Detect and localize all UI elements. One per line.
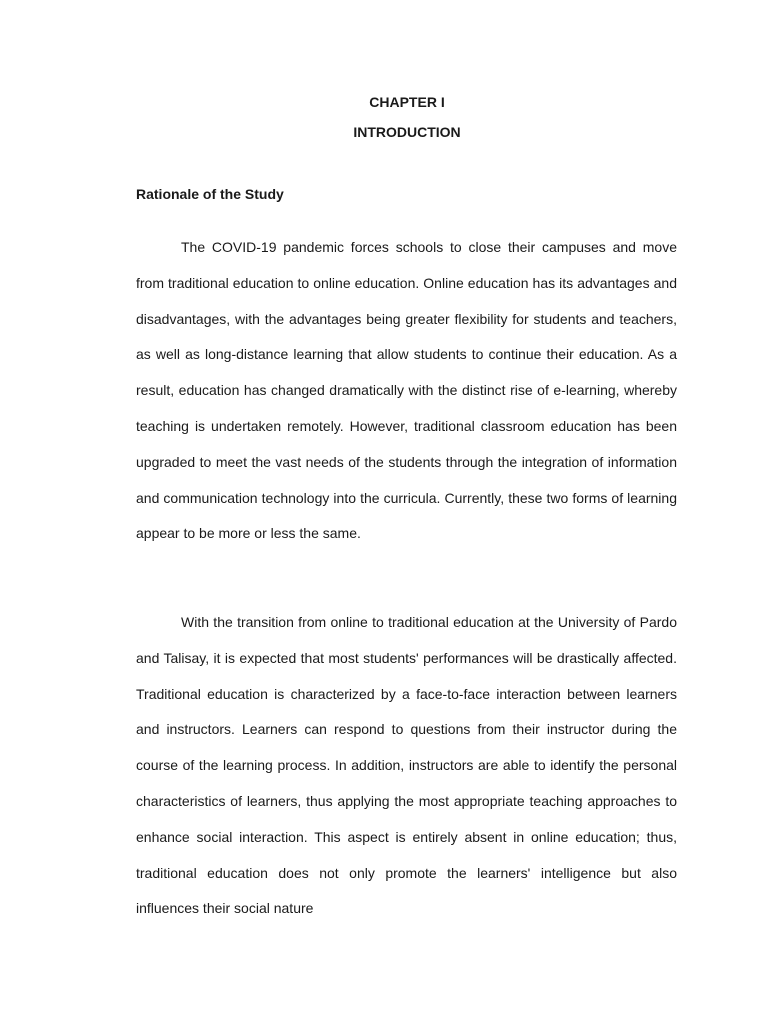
chapter-title: INTRODUCTION <box>353 124 461 140</box>
paragraph: The COVID-19 pandemic forces schools to close their campuses and move from traditional education to online education. Online education has its advantages and disadvantages, with the advantages being greater flexibility for students and teachers, as well as long-distance learning that allow students to continue their education. As a result, education has changed dramatically with the distinct rise of e-learning, whereby teaching is undertaken remotely. However, traditional classroom education has been upgraded to meet the vast needs of the students through the integration of information and communication technology into the curricula. Currently, these two forms of learning appear to be more or less the same. <box>136 239 677 542</box>
chapter-label: CHAPTER I <box>369 94 445 110</box>
section-heading: Rationale of the Study <box>136 186 284 202</box>
paragraph: With the transition from online to traditional education at the University of Pardo and Talisay, it is expected that most students' performances will be drastically affected. Traditional education is characterized by a face-to-face interaction between learners and instructors. Learners can respond to questions from their instructor during the course of the learning process. In addition, instructors are able to identify the personal characteristics of learners, thus applying the most appropriate teaching approaches to enhance social interaction. This aspect is entirely absent in online education; thus, traditional education does not only promote the learners' intelligence but also influences their social nature <box>136 614 677 917</box>
